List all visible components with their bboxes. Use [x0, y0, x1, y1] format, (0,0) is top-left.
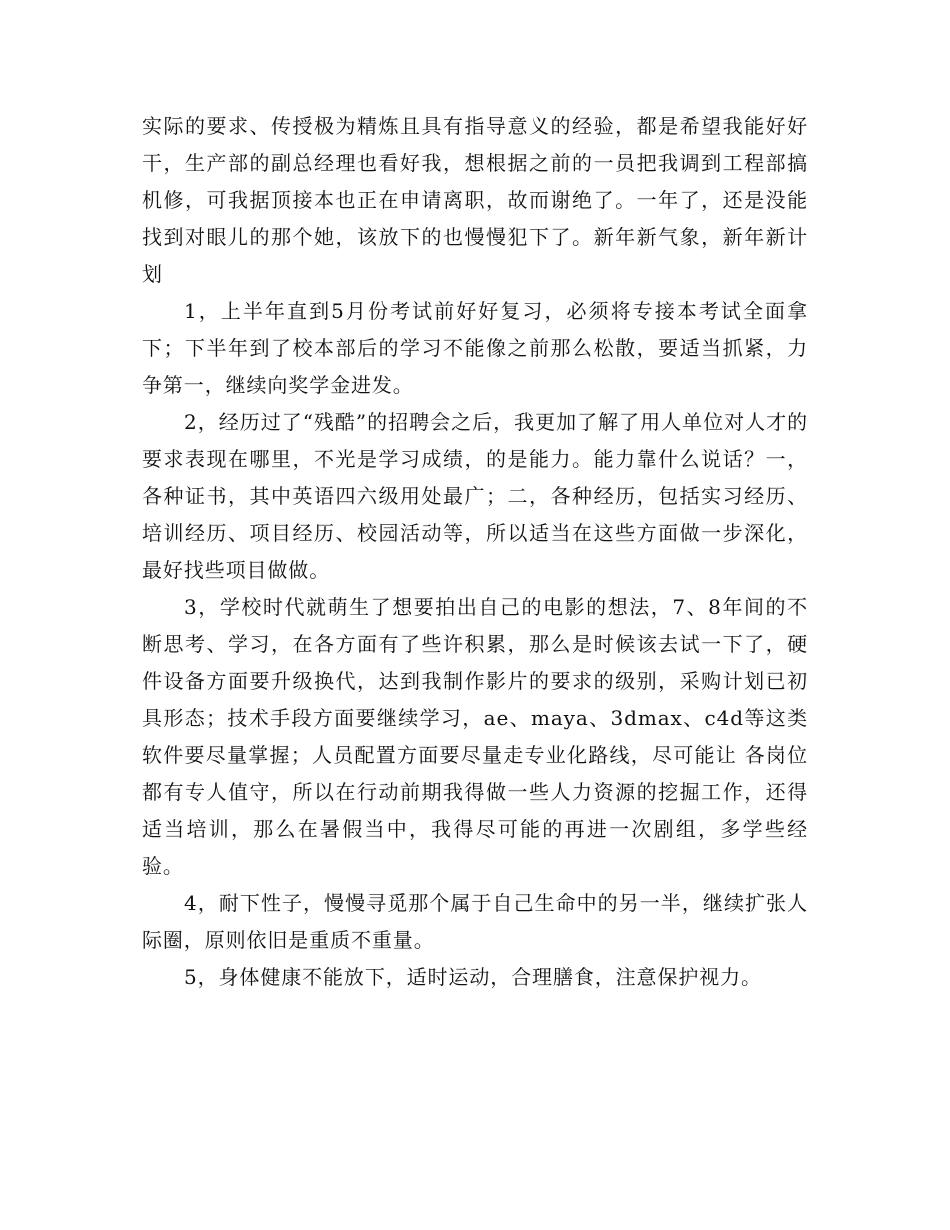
paragraph-plan-5: 5，身体健康不能放下，适时运动，合理膳食，注意保护视力。	[184, 965, 762, 989]
paragraph-continuation: 实际的要求、传授极为精炼且具有指导意义的经验，都是希望我能好好干，生产部的副总经理也看好我，想根据之前的一员把我调到工程部搞机修，可我据顶接本也正在申请离职，故而谢绝了。一年了，还是没能找到对眼儿的那个她，该放下的也慢慢犯下了。新年新气象，新年新计划	[142, 114, 808, 286]
document-page	[142, 108, 808, 996]
paragraph-plan-4: 4，耐下性子，慢慢寻觅那个属于自己生命中的另一半，继续扩张人际圈，原则依旧是重质不重量。	[142, 891, 808, 952]
paragraph-plan-2: 2，经历过了“残酷”的招聘会之后，我更加了解了用人单位对人才的要求表现在哪里，不光是学习成绩，的是能力。能力靠什么说话？一，各种证书，其中英语四六级用处最广；二，各种经历，包括实习经历、培训经历、项目经历、校园活动等，所以适当在这些方面做一步深化，最好找些项目做做。	[142, 410, 808, 582]
paragraph-plan-3: 3，学校时代就萌生了想要拍出自己的电影的想法，7、8年间的不断思考、学习，在各方面有了些许积累，那么是时候该去试一下了，硬件设备方面要升级换代，达到我制作影片的要求的级别，采购计划已初具形态；技术手段方面要继续学习，ae、maya、3dmax、c4d等这类软件要尽量掌握；人员配置方面要尽量走专业化路线，尽可能让 各岗位都有专人值守，所以在行动前期我得做一些人力资源的挖掘工作，还得适当培训，那么在暑假当中，我得尽可能的再进一次剧组，多学些经验。	[142, 595, 808, 878]
paragraph-plan-1: 1，上半年直到5月份考试前好好复习，必须将专接本考试全面拿下；下半年到了校本部后的学习不能像之前那么松散，要适当抓紧，力争第一，继续向奖学金进发。	[142, 299, 808, 397]
